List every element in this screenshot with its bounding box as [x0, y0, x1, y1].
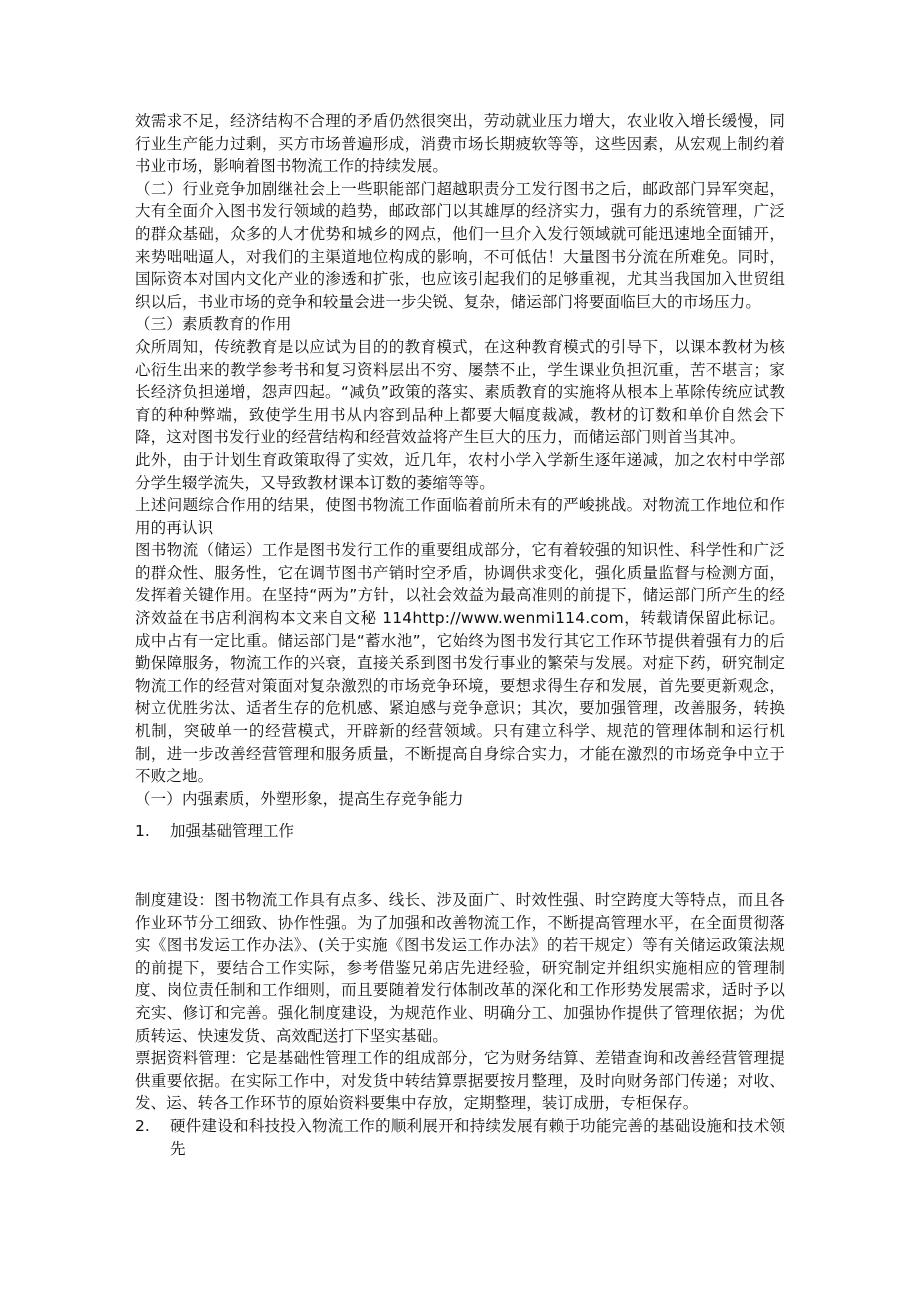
spacer	[135, 810, 785, 820]
list-number: 2.	[135, 1116, 150, 1135]
paragraph-document-management: 票据资料管理：它是基础性管理工作的组成部分，它为财务结算、差错查询和改善经营管理提供重要依据。在实际工作中，对发货中转结算票据要按月整理，及时向财务部门传递；对收、发、运、转各工作环节的原始资料要集中存放，定期整理，装订成册，专柜保存。	[135, 1049, 785, 1113]
list-text: 加强基础管理工作	[170, 822, 295, 841]
document-body	[135, 110, 785, 1160]
list-text: 硬件建设和科技投入物流工作的顺利展开和持续发展有赖于功能完善的基础设施和技术领先	[170, 1116, 785, 1158]
paragraph-economic-factors: 效需求不足，经济结构不合理的矛盾仍然很突出，劳动就业压力增大，农业收入增长缓慢，同行业生产能力过剩，买方市场普遍形成，消费市场长期疲软等等，这些因素，从宏观上制约着书业市场，影响着图书物流工作的持续发展。	[135, 112, 785, 176]
paragraph-logistics-role: 图书物流（储运）工作是图书发行工作的重要组成部分，它有着较强的知识性、科学性和广泛的群众性、服务性，它在调节图书产销时空矛盾，协调供求变化，强化质量监督与检测方面，发挥着关键作用。在坚持“两为”方针，以社会效益为最高准则的前提下，储运部门所产生的经济效益在书店利润构本文来自文秘 114http://www.wenmi114.com，转载请保留此标记。成中占有一定比重。储运部门是“蓄水池”，它始终为图书发行其它工作环节提供着强有力的后勤保障服务，物流工作的兴衰，直接关系到图书发行事业的繁荣与发展。对症下药，研究制定物流工作的经营对策面对复杂激烈的市场竞争环境，要想求得生存和发展，首先要更新观念，树立优胜劣汰、适者生存的危机感、紧迫感与竞争意识；其次，要加强管理，改善服务，转换机制，突破单一的经营模式，开辟新的经营领域。只有建立科学、规范的管理体制和运行机制，进一步改善经营管理和服务质量，不断提高自身综合实力，才能在激烈的市场竞争中立于不败之地。	[135, 541, 785, 786]
paragraph-quality-education: 众所周知，传统教育是以应试为目的的教育模式，在这种教育模式的引导下，以课本教材为核心衍生出来的教学参考书和复习资料层出不穷、屡禁不止，学生课业负担沉重，苦不堪言；家长经济负担递增，怨声四起。“减负”政策的落实、素质教育的实施将从根本上革除传统应试教育的种种弊端，致使学生用书从内容到品种上都要大幅度裁减，教材的订数和单价自然会下降，这对图书发行业的经营结构和经营效益将产生巨大的压力，而储运部门则首当其冲。	[135, 337, 785, 447]
section-heading-internal-quality: （一）内强素质，外塑形象，提高生存竞争能力	[135, 789, 464, 808]
paragraph-combined-effects: 上述问题综合作用的结果，使图书物流工作面临着前所未有的严峻挑战。对物流工作地位和作用的再认识	[135, 496, 785, 537]
list-item-basic-management	[135, 820, 785, 843]
list-item-hardware-investment	[135, 1115, 785, 1160]
paragraph-birth-control: 此外，由于计划生育政策取得了实效，近几年，农村小学入学新生逐年递减，加之农村中学部分学生辍学流失，又导致教材课本订数的萎缩等等。	[135, 450, 785, 492]
paragraph-industry-competition: （二）行业竞争加剧继社会上一些职能部门超越职责分工发行图书之后，邮政部门异军突起，大有全面介入图书发行领域的趋势，邮政部门以其雄厚的经济实力，强有力的系统管理，广泛的群众基础，众多的人才优势和城乡的网点，他们一旦介入发行领域就可能迅速地全面铺开，来势咄咄逼人，对我们的主渠道地位构成的影响，不可低估！大量图书分流在所难免。同时，国际资本对国内文化产业的渗透和扩张，也应该引起我们的足够重视，尤其当我国加入世贸组织以后，书业市场的竞争和较量会进一步尖锐、复杂，储运部门将要面临巨大的市场压力。	[135, 179, 785, 311]
paragraph-system-building: 制度建设：图书物流工作具有点多、线长、涉及面广、时效性强、时空跨度大等特点，而且各作业环节分工细致、协作性强。为了加强和改善物流工作，不断提高管理水平，在全面贯彻落实《图书发运工作办法》、(关于实施《图书发运工作办法》的若干规定）等有关储运政策法规的前提下，要结合工作实际，参考借鉴兄弟店先进经验，研究制定并组织实施相应的管理制度、岗位责任制和工作细则，而且要随着发行体制改革的深化和工作形势发展需求，适时予以充实、修订和完善。强化制度建设，为规范作业、明确分工、加强协作提供了管理依据；为优质转运、快速发货、高效配送打下坚实基础。	[135, 891, 785, 1045]
section-heading-quality-education: （三）素质教育的作用	[135, 315, 292, 334]
list-number: 1.	[135, 822, 150, 841]
spacer	[135, 843, 785, 889]
